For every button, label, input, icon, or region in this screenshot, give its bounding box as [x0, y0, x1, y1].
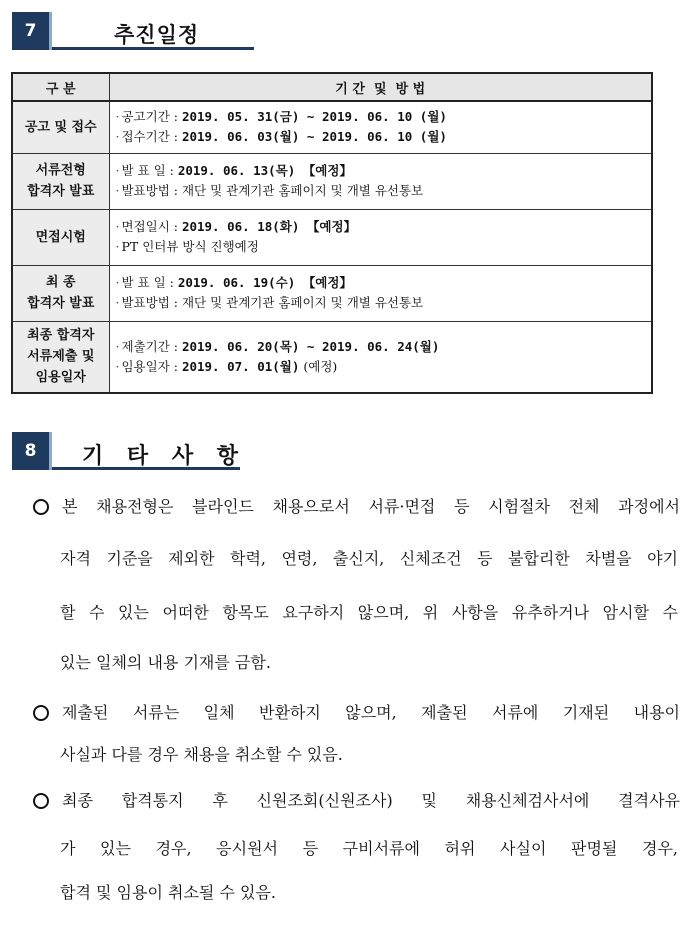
line-value: 2019. 06. 19(수) 【예정】: [177, 275, 352, 290]
description-line: [116, 181, 646, 201]
header-period-method: 기 간 및 방 법: [109, 73, 652, 101]
note-line: 합격 및 임용이 취소될 수 있음.: [60, 883, 276, 902]
header-category: 구 분: [12, 73, 109, 101]
category-line: 임용일자: [35, 370, 86, 386]
row-category: [12, 209, 109, 265]
description-line: [116, 217, 646, 237]
line-label: 임용일자 :: [121, 358, 182, 374]
row-description: [109, 321, 652, 393]
description-line: [116, 107, 646, 127]
line-label: 발 표 일 :: [121, 275, 178, 290]
section-7-header: [12, 12, 257, 54]
line-bullet: ·: [115, 239, 120, 254]
category-line: 합격자 발표: [27, 296, 95, 311]
line-bullet: ·: [115, 129, 120, 145]
section-title: 추진일정: [114, 23, 200, 47]
section-number: 7: [12, 12, 52, 50]
note-line: 사실과 다를 경우 채용을 취소할 수 있음.: [60, 745, 343, 764]
line-value: 2019. 06. 13(목) 【예정】: [177, 163, 352, 178]
line-bullet: ·: [115, 219, 120, 234]
line-value: 2019. 06. 03(월) ~ 2019. 06. 10 (월): [181, 129, 447, 145]
row-description: [109, 209, 652, 265]
section-8-header: [12, 432, 242, 474]
bullet-circle-icon: [33, 499, 49, 515]
table-row: [12, 101, 652, 153]
category-line: 공고 및 접수: [24, 119, 97, 135]
note-line: 자격 기준을 제외한 학력, 연령, 출신지, 신체조건 등 불합리한 차별을 야기: [60, 549, 678, 568]
line-bullet: ·: [115, 109, 120, 125]
line-bullet: ·: [115, 358, 120, 374]
section-title-underline: [52, 12, 254, 50]
category-line: 최종 합격자: [27, 328, 95, 344]
line-value: 2019. 07. 01(월): [181, 358, 300, 374]
section-number: 8: [12, 432, 52, 470]
line-label: 발표방법 : 재단 및 관계기관 홈페이지 및 개별 유선통보: [121, 183, 424, 198]
section-title: 기 타 사 항: [82, 444, 240, 469]
line-bullet: ·: [115, 295, 120, 310]
category-line: 합격자 발표: [27, 184, 95, 199]
table-row: [12, 153, 652, 209]
description-line: [116, 293, 646, 313]
row-description: [109, 101, 652, 153]
line-label: PT 인터뷰 방식 진행예정: [121, 239, 259, 254]
line-suffix: (예정): [299, 358, 338, 374]
row-category: [12, 153, 109, 209]
row-category: [12, 321, 109, 393]
line-bullet: ·: [115, 275, 120, 290]
line-label: 면접일시 :: [121, 219, 182, 234]
line-label: 발 표 일 :: [121, 163, 178, 178]
category-line: 서류제출 및: [27, 349, 95, 365]
line-value: 2019. 06. 18(화) 【예정】: [181, 219, 357, 234]
note-line: 제출된 서류는 일체 반환하지 않으며, 제출된 서류에 기재된 내용이: [62, 703, 680, 722]
line-label: 제출기간 :: [121, 338, 182, 354]
note-line: 가 있는 경우, 응시원서 등 구비서류에 허위 사실이 판명될 경우,: [60, 839, 678, 858]
description-line: [116, 127, 646, 147]
note-line: 본 채용전형은 블라인드 채용으로서 서류·면접 등 시험절차 전체 과정에서: [62, 497, 680, 516]
note-line: 최종 합격통지 후 신원조회(신원조사) 및 채용신체검사서에 결격사유: [62, 791, 680, 810]
table-row: [12, 321, 652, 393]
description-line: [116, 273, 646, 293]
line-value: 2019. 05. 31(금) ~ 2019. 06. 10 (월): [181, 109, 447, 125]
table-row: [12, 265, 652, 321]
row-description: [109, 153, 652, 209]
row-description: [109, 265, 652, 321]
section-title-underline: [52, 432, 240, 470]
line-label: 접수기간 :: [121, 129, 182, 145]
line-bullet: ·: [115, 338, 120, 354]
line-label: 공고기간 :: [121, 109, 182, 125]
bullet-circle-icon: [33, 705, 49, 721]
line-label: 발표방법 : 재단 및 관계기관 홈페이지 및 개별 유선통보: [121, 295, 424, 310]
row-category: [12, 101, 109, 153]
line-bullet: ·: [115, 163, 120, 178]
note-line: 있는 일체의 내용 기재를 금함.: [60, 653, 271, 672]
line-bullet: ·: [115, 183, 120, 198]
category-line: 면접시험: [35, 229, 86, 245]
table-header-row: [12, 73, 652, 101]
line-value: 2019. 06. 20(목) ~ 2019. 06. 24(월): [181, 338, 440, 354]
category-line: 서류전형: [35, 163, 86, 178]
description-line: [116, 237, 646, 257]
category-line: 최 종: [45, 275, 76, 290]
table-row: [12, 209, 652, 265]
description-line: [116, 161, 646, 181]
row-category: [12, 265, 109, 321]
schedule-table: [11, 72, 653, 394]
description-line: [116, 337, 646, 357]
description-line: [116, 357, 646, 377]
note-line: 할 수 있는 어떠한 항목도 요구하지 않으며, 위 사항을 유추하거나 암시할 수: [60, 603, 678, 622]
bullet-circle-icon: [33, 793, 49, 809]
